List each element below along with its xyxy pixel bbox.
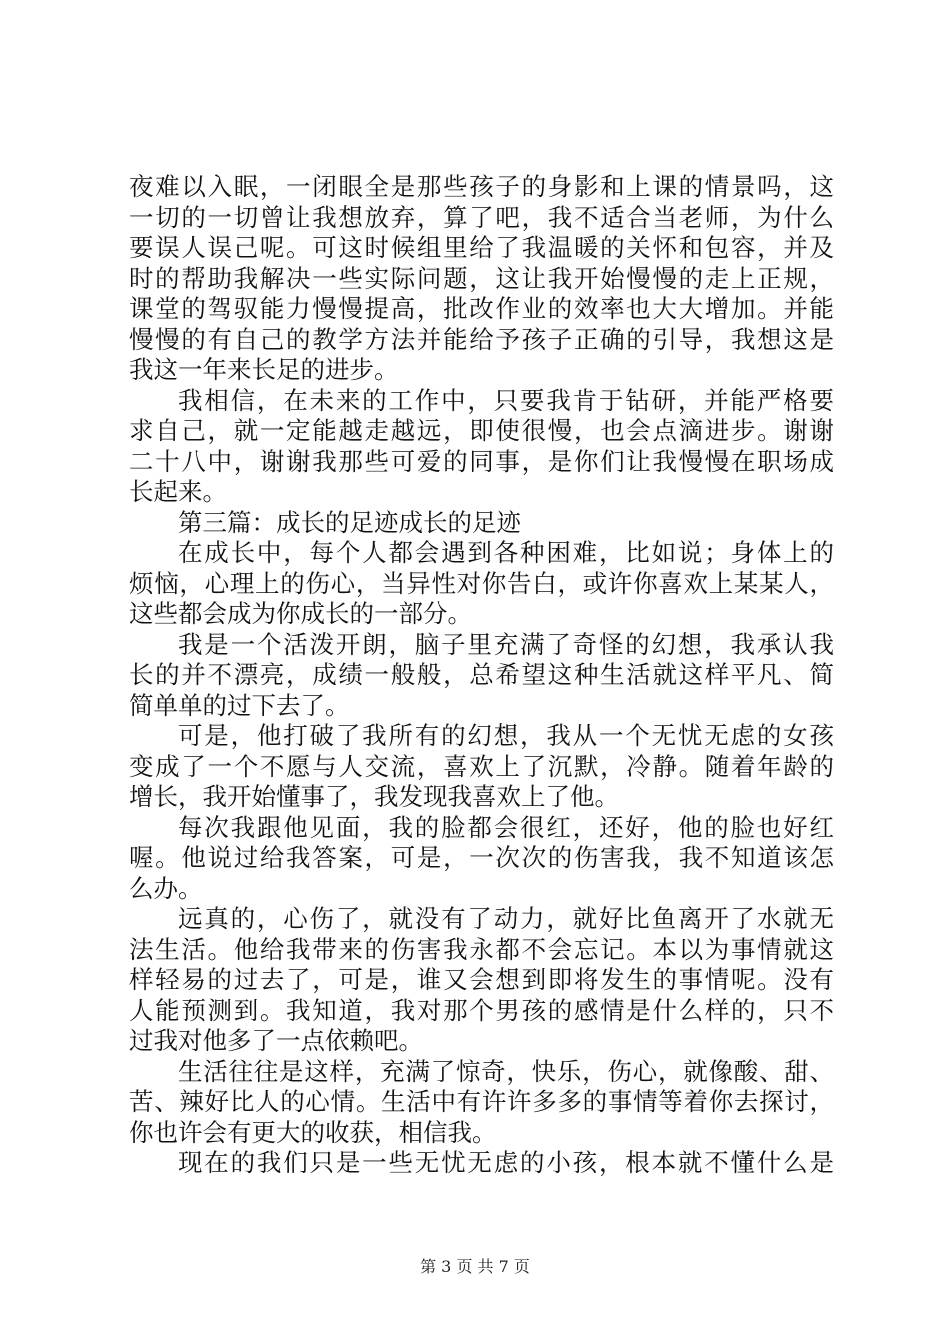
text-line: 可是，他打破了我所有的幻想，我从一个无忧无虑的女孩 bbox=[178, 721, 834, 750]
text-line: 我相信，在未来的工作中，只要我肯于钻研，并能严格要 bbox=[178, 385, 834, 415]
text-line: 二十八中，谢谢我那些可爱的同事，是你们让我慢慢在职场成 bbox=[129, 446, 834, 476]
text-line: 你也许会有更大的收获，相信我。 bbox=[129, 1117, 497, 1147]
text-line: 苦、辣好比人的心情。生活中有许许多多的事情等着你去探讨， bbox=[129, 1087, 834, 1116]
text-line: 要误人误己呢。可这时候组里给了我温暖的关怀和包容，并及 bbox=[129, 233, 834, 262]
text-line: 时的帮助我解决一些实际问题，这让我开始慢慢的走上正规， bbox=[129, 263, 834, 293]
text-line: 求自己，就一定能越走越远，即使很慢，也会点滴进步。谢谢 bbox=[129, 416, 834, 445]
text-line: 课堂的驾驭能力慢慢提高，批改作业的效率也大大增加。并能 bbox=[129, 294, 834, 323]
text-line: 慢慢的有自己的教学方法并能给予孩子正确的引导，我想这是 bbox=[129, 324, 834, 354]
text-line: 人能预测到。我知道，我对那个男孩的感情是什么样的，只不 bbox=[129, 995, 834, 1025]
text-line: 简单单的过下去了。 bbox=[129, 690, 350, 720]
page-footer: 第 3 页 共 7 页 bbox=[420, 1257, 530, 1276]
text-line: 么办。 bbox=[129, 873, 203, 903]
text-line: 长的并不漂亮，成绩一般般，总希望这种生活就这样平凡、简 bbox=[129, 660, 834, 689]
text-line: 增长，我开始懂事了，我发现我喜欢上了他。 bbox=[129, 782, 619, 811]
text-line: 第三篇：成长的足迹成长的足迹 bbox=[178, 507, 521, 537]
text-line: 喔。他说过给我答案，可是，一次次的伤害我，我不知道该怎 bbox=[129, 843, 834, 872]
text-line: 每次我跟他见面，我的脸都会很红，还好，他的脸也好红 bbox=[178, 812, 834, 842]
text-line: 生活往往是这样，充满了惊奇，快乐，伤心，就像酸、甜、 bbox=[178, 1056, 834, 1086]
text-line: 过我对他多了一点依赖吧。 bbox=[129, 1026, 423, 1055]
body-text bbox=[129, 172, 834, 1179]
text-line: 现在的我们只是一些无忧无虑的小孩，根本就不懂什么是 bbox=[178, 1148, 834, 1177]
text-line: 变成了一个不愿与人交流，喜欢上了沉默，冷静。随着年龄的 bbox=[129, 751, 834, 781]
text-line: 烦恼，心理上的伤心，当异性对你告白，或许你喜欢上某某人， bbox=[129, 568, 834, 598]
text-line: 样轻易的过去了，可是，谁又会想到即将发生的事情呢。没有 bbox=[129, 965, 834, 994]
text-line: 法生活。他给我带来的伤害我永都不会忘记。本以为事情就这 bbox=[129, 934, 834, 964]
text-line: 我是一个活泼开朗，脑子里充满了奇怪的幻想，我承认我 bbox=[178, 629, 834, 659]
text-line: 远真的，心伤了，就没有了动力，就好比鱼离开了水就无 bbox=[178, 904, 834, 933]
text-line: 夜难以入眠，一闭眼全是那些孩子的身影和上课的情景吗，这 bbox=[129, 172, 834, 201]
text-line: 长起来。 bbox=[129, 477, 227, 506]
text-line: 我这一年来长足的进步。 bbox=[129, 355, 399, 384]
text-line: 在成长中，每个人都会遇到各种困难，比如说；身体上的 bbox=[178, 538, 834, 567]
text-line: 一切的一切曾让我想放弃，算了吧，我不适合当老师，为什么 bbox=[129, 202, 834, 232]
text-line: 这些都会成为你成长的一部分。 bbox=[129, 599, 472, 628]
